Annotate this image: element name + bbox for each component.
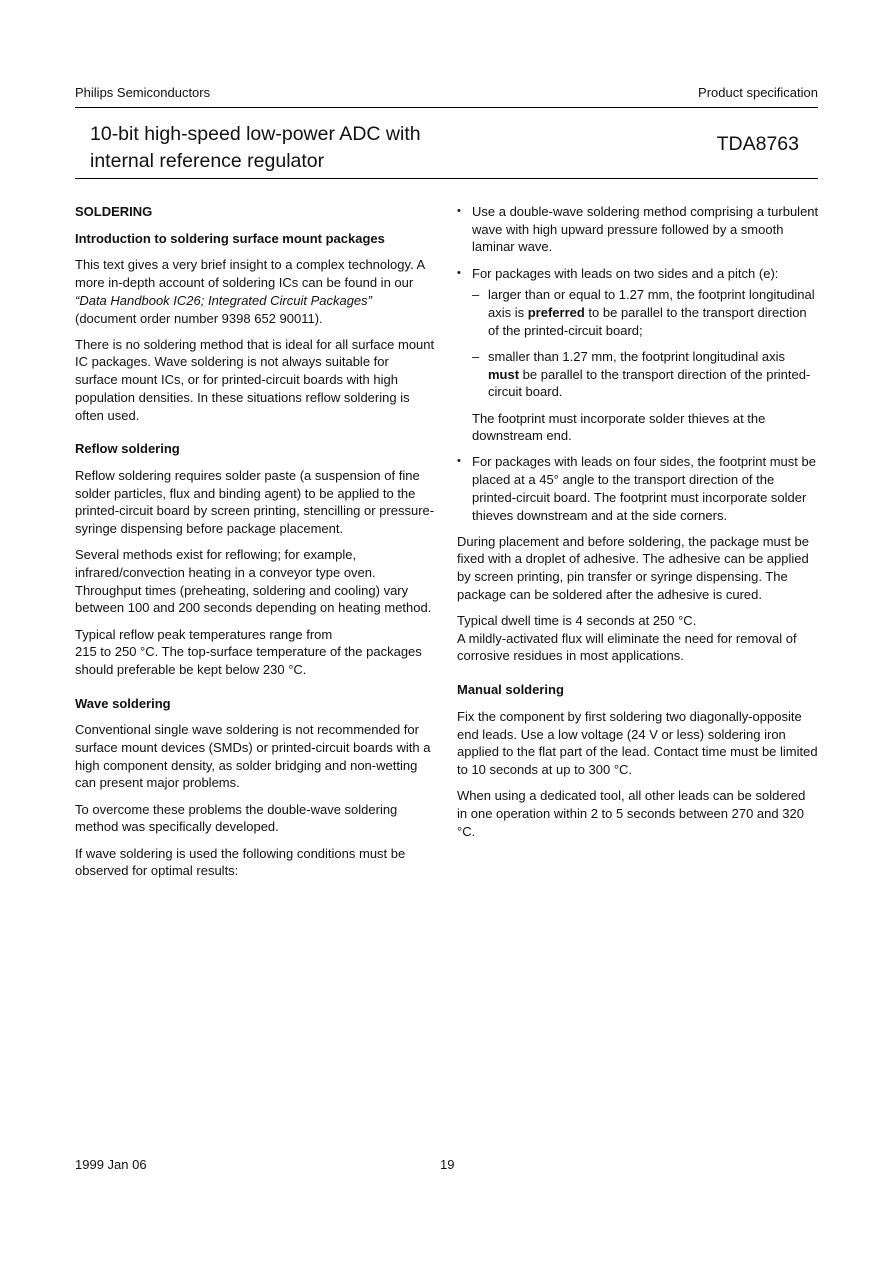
section-heading-soldering: SOLDERING: [75, 204, 153, 219]
list-item: [472, 286, 819, 339]
placement-paragraph: During placement and before soldering, the package must be fixed with a droplet of adhesive. The adhesive can be applied by screen printing, pin transfer or syringe dispensing. The package can be soldered after the adhesive is cured.: [457, 533, 809, 602]
subheading-introduction: Introduction to soldering surface mount packages: [75, 230, 385, 246]
thieves-note: The footprint must incorporate solder thieves at the downstream end.: [472, 410, 766, 444]
footer-date: 1999 Jan 06: [75, 1157, 147, 1172]
dash-marker: –: [472, 348, 480, 364]
wave-paragraph-3: If wave soldering is used the following conditions must be observed for optimal results:: [75, 845, 406, 879]
part-number: TDA8763: [716, 133, 799, 155]
wave-conditions-list: [457, 203, 819, 401]
intro-order-number: (document order number 9398 652 90011).: [75, 310, 323, 326]
dwell-paragraph: [457, 612, 819, 665]
intro-text: This text gives a very brief insight to a complex technology. A more in-depth account of soldering ICs can be found in our: [75, 257, 425, 291]
pitch-sublist: [472, 286, 819, 401]
reflow-temp-range: 215 to 250 °C. The top-surface temperature of the packages should preferable be kept below 230 °C.: [75, 644, 422, 677]
manual-paragraph-1: Fix the component by first soldering two diagonally-opposite end leads. Use a low voltage (24 V or less) soldering iron applied to the flat part of the lead. Contact time must be limited to 10 seconds at up to 300 °C.: [457, 708, 818, 777]
reflow-paragraph-1: Reflow soldering requires solder paste (a suspension of fine solder particles, flux and binding agent) to be applied to the printed-circuit board by screen printing, stencilling or pressure-syringe dispensing before package placement.: [75, 467, 435, 537]
four-sides-list: [457, 453, 819, 524]
subheading-manual: Manual soldering: [457, 682, 564, 698]
subheading-wave: Wave soldering: [75, 695, 171, 711]
must-emphasis: must: [488, 366, 520, 382]
header-rule-bottom: [75, 178, 818, 179]
document-type: Product specification: [698, 85, 818, 100]
bullet-four-sides: For packages with leads on four sides, the footprint must be placed at a 45° angle to the transport direction of the printed-circuit board. The footprint must incorporate solder thieves downstream and at the side corners.: [472, 454, 816, 523]
dash-marker: –: [472, 287, 480, 303]
intro-paragraph-1: [75, 256, 435, 327]
dash1-text: larger than or equal to 1.27 mm, the footprint longitudinal axis is: [488, 287, 815, 321]
dwell-time: Typical dwell time is 4 seconds at 250 °C.: [457, 613, 697, 629]
company-name: Philips Semiconductors: [75, 85, 211, 100]
dash2-text: smaller than 1.27 mm, the footprint longitudinal axis: [488, 348, 785, 364]
header-rule-top: [75, 107, 818, 108]
reflow-paragraph-2: Several methods exist for reflowing; for example, infrared/convection heating in a conveyor type oven. Throughput times (preheating, soldering and cooling) vary between 100 and 200 seconds depending on heating method.: [75, 547, 432, 616]
list-item: [457, 203, 819, 256]
handbook-reference: “Data Handbook IC26; Integrated Circuit Packages”: [75, 292, 372, 308]
reflow-temp-range-intro: Typical reflow peak temperatures range from: [75, 626, 333, 642]
list-item: [457, 453, 819, 524]
bullet-double-wave: Use a double-wave soldering method comprising a turbulent wave with high upward pressure followed by a smooth laminar wave.: [472, 204, 819, 255]
wave-paragraph-1: Conventional single wave soldering is not recommended for surface mount devices (SMDs) or printed-circuit boards with a high component density, as solder bridging and non-wetting can present major problems.: [75, 722, 431, 791]
intro-paragraph-2: There is no soldering method that is ideal for all surface mount IC packages. Wave soldering is not always suitable for surface mount ICs, or for printed-circuit boards with high population densities. In these situations reflow soldering is often used.: [75, 336, 435, 423]
page-number: 19: [440, 1157, 455, 1172]
subheading-reflow: Reflow soldering: [75, 441, 180, 457]
dash2-text-end: be parallel to the transport direction of the printed-circuit board.: [488, 366, 811, 400]
dash1-text-end: to be parallel to the transport direction of the printed-circuit board;: [488, 305, 807, 338]
left-column: [75, 203, 435, 889]
manual-paragraph-2: When using a dedicated tool, all other leads can be soldered in one operation within 2 to 5 seconds between 270 and 320 °C.: [457, 788, 806, 839]
reflow-paragraph-3: [75, 626, 435, 679]
title-line-1: 10-bit high-speed low-power ADC with: [90, 123, 421, 145]
document-title: [90, 121, 421, 175]
title-line-2: internal reference regulator: [90, 150, 325, 172]
flux-note: A mildly-activated flux will eliminate the need for removal of corrosive residues in most applications.: [457, 630, 797, 664]
right-column: [457, 203, 819, 849]
list-item: [457, 265, 819, 401]
wave-paragraph-2: To overcome these problems the double-wave soldering method was specifically developed.: [75, 801, 398, 835]
list-item: [472, 348, 819, 401]
bullet-two-sides: For packages with leads on two sides and a pitch (e):: [472, 265, 779, 281]
preferred-emphasis: preferred: [527, 305, 585, 321]
